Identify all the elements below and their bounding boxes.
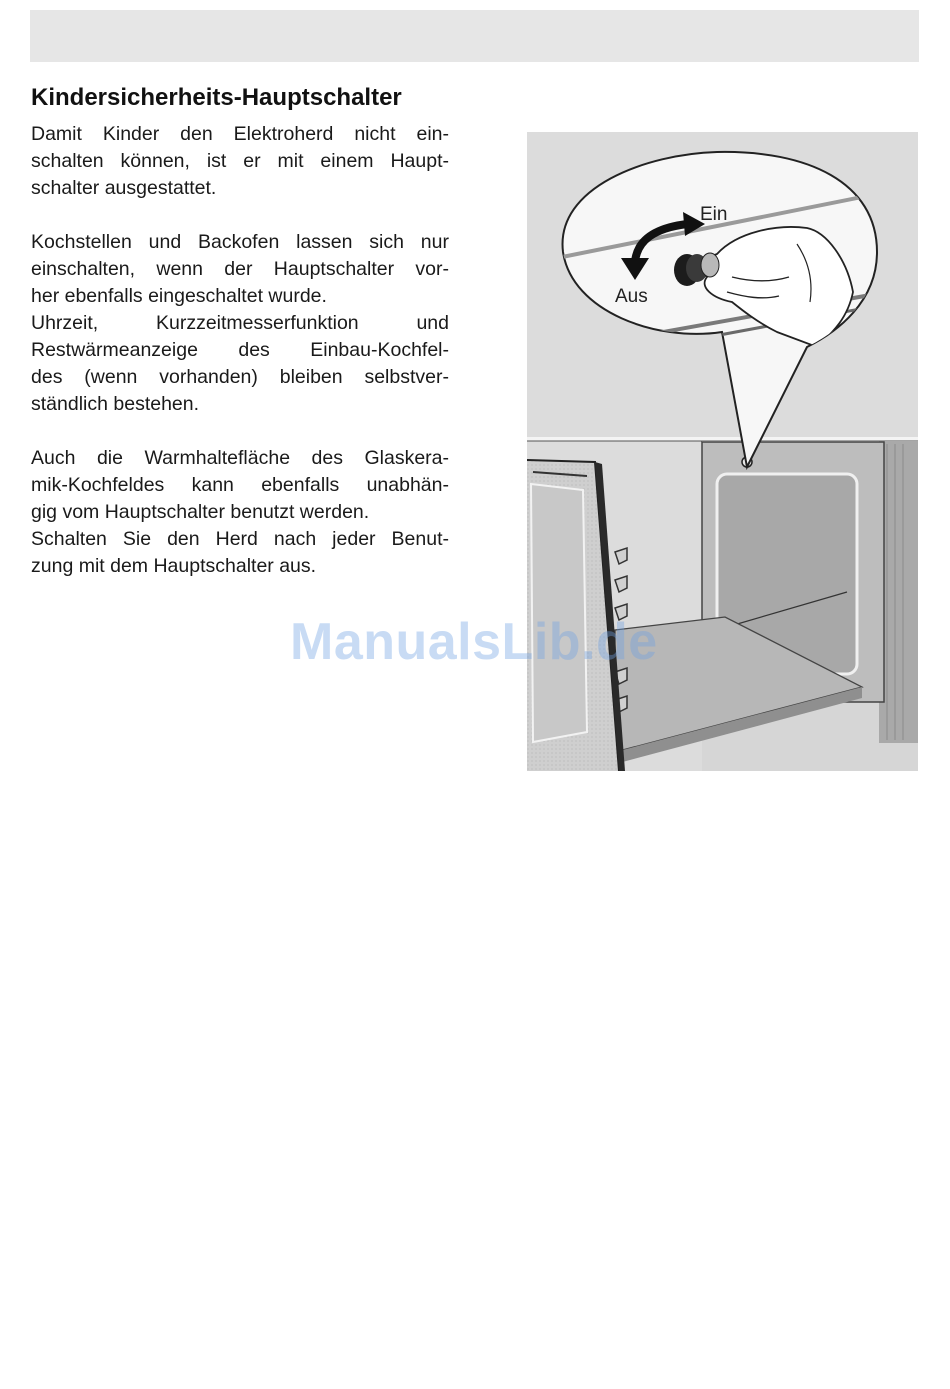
text-line: schalten können, ist er mit einem Haupt- [31, 150, 449, 172]
text-line: zung mit dem Hauptschalter aus. [31, 555, 317, 577]
paragraph-4 [31, 445, 449, 526]
worktop-edge [527, 437, 918, 441]
header-bar [30, 10, 919, 62]
label-off: Aus [615, 286, 648, 307]
main-switch-illustration [527, 132, 918, 771]
text-line: her ebenfalls eingeschaltet wurde. [31, 285, 327, 307]
page-title: Kindersicherheits-Hauptschalter [31, 84, 402, 111]
text-line: gig vom Hauptschalter benutzt werden. [31, 501, 370, 523]
text-line: des (wenn vorhanden) bleiben selbstver- [31, 366, 449, 388]
paragraph-3 [31, 310, 449, 418]
text-line: mik-Kochfeldes kann ebenfalls unabhän- [31, 474, 449, 496]
text-line: Restwärmeanzeige des Einbau-Kochfel- [31, 339, 449, 361]
text-line: einschalten, wenn der Hauptschalter vor- [31, 258, 449, 280]
watermark: ManualsLib.de [290, 613, 658, 671]
text-line: Uhrzeit, Kurzzeitmesserfunktion und [31, 312, 449, 334]
text-line: Kochstellen und Backofen lassen sich nur [31, 231, 449, 253]
text-line: Damit Kinder den Elektroherd nicht ein- [31, 123, 449, 145]
paragraph-1 [31, 121, 449, 202]
text-line: schalter ausgestattet. [31, 177, 217, 199]
label-on: Ein [700, 204, 728, 225]
text-line: ständlich bestehen. [31, 393, 200, 415]
paragraph-5 [31, 526, 449, 580]
text-line: Auch die Warmhaltefläche des Glaskera- [31, 447, 449, 469]
paragraph-2 [31, 229, 449, 310]
text-line: Schalten Sie den Herd nach jeder Benut- [31, 528, 449, 550]
